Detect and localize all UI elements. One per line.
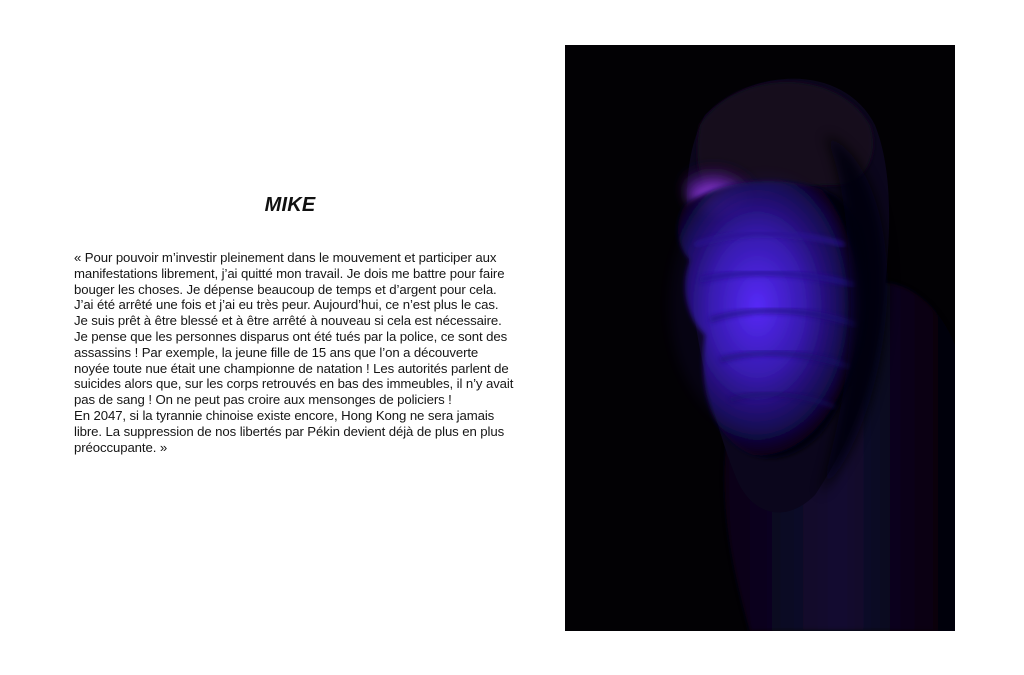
quote-paragraph: J’ai été arrêté une fois et j’ai eu très peur. Aujourd’hui, ce n’est plus le cas. Je suis prêt à être blessé et à être arrêté à nouveau si cela est nécessaire.: [74, 297, 502, 329]
masked-protester-image: [565, 45, 955, 631]
quote-paragraph: « Pour pouvoir m’investir pleinement dans le mouvement et participer aux manifestations librement, j’ai quitté mon travail. Je dois me battre pour faire bouger les choses. Je dépense beaucoup de temps et d’argent pour cela.: [74, 250, 505, 297]
quote-paragraph: Je pense que les personnes disparus ont été tués par la police, ce sont des assassins ! Par exemple, la jeune fille de 15 ans que l’on a découverte noyée toute nue était une championne de natation ! Les autorités parlent de suicides alors que, sur les corps retrouvés en bas des immeubles, il n’y avait pas de sang ! On ne peut pas croire aux mensonges de policiers !: [74, 328, 514, 408]
portrait-photo: [565, 45, 955, 631]
testimony-quote: [74, 250, 514, 455]
quote-paragraph: En 2047, si la tyrannie chinoise existe encore, Hong Kong ne sera jamais libre. La suppression de nos libertés par Pékin devient déjà de plus en plus préoccupante. »: [74, 407, 505, 455]
portrait-title: MIKE: [264, 194, 316, 216]
text-column: [74, 190, 514, 455]
